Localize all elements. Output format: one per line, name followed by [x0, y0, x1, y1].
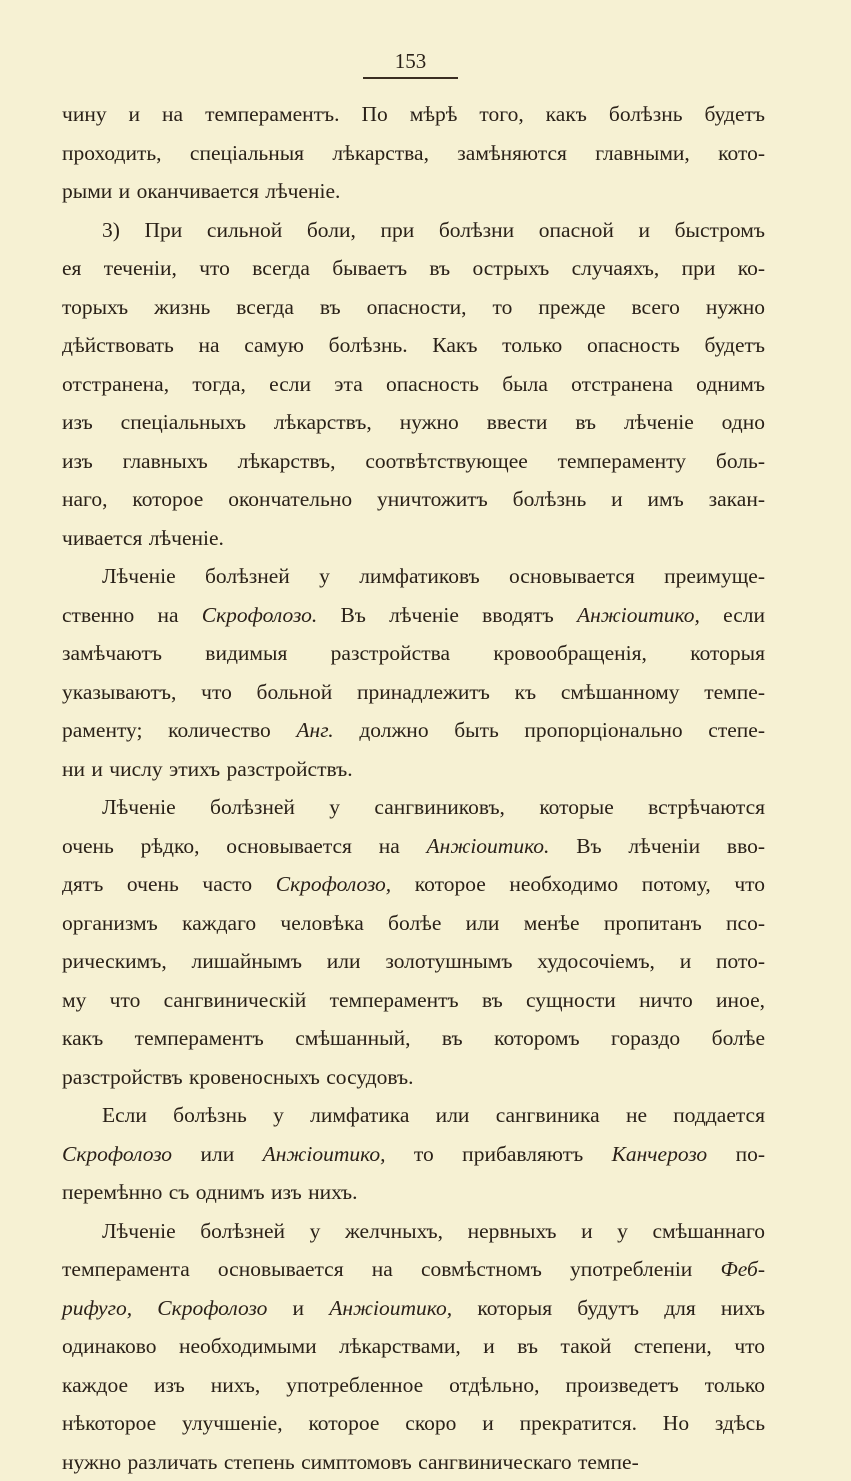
text-line: [62, 865, 765, 904]
text-run: раменту; количество: [62, 718, 296, 742]
paragraph: [62, 1212, 765, 1481]
text-run: ни и числу этихъ разстройствъ.: [62, 757, 353, 781]
text-line: [62, 1443, 765, 1481]
page-number: 153: [363, 48, 458, 74]
text-run: которое необходимо потому, что: [391, 872, 765, 896]
text-run: одинаково необходимыми лѣкарствами, и въ такой степени, что: [62, 1334, 765, 1358]
paragraph: [62, 211, 765, 558]
text-line: [62, 326, 765, 365]
text-run: проходить, спеціальныя лѣкарства, замѣняются главными, кото-: [62, 141, 765, 165]
text-run: изъ главныхъ лѣкарствъ, соотвѣтствующее темпераменту боль-: [62, 449, 765, 473]
text-run: разстройствъ кровеносныхъ сосудовъ.: [62, 1065, 414, 1089]
text-line: [62, 596, 765, 635]
text-run: очень рѣдко, основывается на: [62, 834, 427, 858]
paragraph: [62, 557, 765, 788]
text-line: [62, 519, 765, 558]
text-line: [62, 95, 765, 134]
text-run: и: [267, 1296, 329, 1320]
text-run: перемѣнно съ однимъ изъ нихъ.: [62, 1180, 358, 1204]
text-run: дѣйствовать на самую болѣзнь. Какъ только опасность будетъ: [62, 333, 765, 357]
text-run: ея теченіи, что всегда бываетъ въ острыхъ случаяхъ, при ко-: [62, 256, 765, 280]
text-run: по-: [707, 1142, 765, 1166]
text-line: [62, 1366, 765, 1405]
text-line: [62, 403, 765, 442]
text-line: [62, 442, 765, 481]
text-run: изъ спеціальныхъ лѣкарствъ, нужно ввести въ лѣченіе одно: [62, 410, 765, 434]
paragraph: [62, 1096, 765, 1212]
paragraph: [62, 788, 765, 1096]
text-run: если: [700, 603, 765, 627]
text-line: [62, 249, 765, 288]
italic-term: Скрофолозо: [62, 1142, 172, 1166]
text-line: [62, 1058, 765, 1097]
text-line: [62, 1250, 765, 1289]
text-run: организмъ каждаго человѣка болѣе или менѣе пропитанъ псо-: [62, 911, 765, 935]
text-run: дятъ очень часто: [62, 872, 276, 896]
text-line: [62, 904, 765, 943]
text-line: [62, 1173, 765, 1212]
text-line: [62, 480, 765, 519]
text-run: нѣкоторое улучшеніе, которое скоро и прекратится. Но здѣсь: [62, 1411, 765, 1435]
text-line: [62, 1212, 765, 1251]
text-run: какъ темпераментъ смѣшанный, въ которомъ гораздо болѣе: [62, 1026, 765, 1050]
text-line: [62, 172, 765, 211]
text-line: [62, 634, 765, 673]
text-run: Лѣченіе болѣзней у желчныхъ, нервныхъ и у смѣшаннаго: [102, 1219, 765, 1243]
italic-term: Канчерозо: [612, 1142, 708, 1166]
text-run: Лѣченіе болѣзней у лимфатиковъ основывается преимуще-: [102, 564, 765, 588]
text-run: чивается лѣченіе.: [62, 526, 224, 550]
italic-term: рифуго,: [62, 1296, 132, 1320]
text-run: наго, которое окончательно уничтожитъ болѣзнь и имъ закан-: [62, 487, 765, 511]
italic-term: Анжіоитико.: [427, 834, 550, 858]
text-line: [62, 1019, 765, 1058]
text-run: чину и на темпераментъ. По мѣрѣ того, какъ болѣзнь будетъ: [62, 102, 765, 126]
text-run: Лѣченіе болѣзней у сангвиниковъ, которые встрѣчаются: [102, 795, 765, 819]
text-run: указываютъ, что больной принадлежитъ къ смѣшанному темпе-: [62, 680, 765, 704]
text-run: должно быть пропорціонально степе-: [334, 718, 765, 742]
text-line: [62, 711, 765, 750]
text-run: каждое изъ нихъ, употребленное отдѣльно, произведетъ только: [62, 1373, 765, 1397]
text-line: [62, 750, 765, 789]
text-line: [62, 942, 765, 981]
text-run: нужно различать степень симптомовъ сангвиническаго темпе-: [62, 1450, 639, 1474]
text-line: [62, 1289, 765, 1328]
text-line: [62, 827, 765, 866]
text-run: которыя будутъ для нихъ: [452, 1296, 765, 1320]
italic-term: Анжіоитико,: [329, 1296, 452, 1320]
text-run: темперамента основывается на совмѣстномъ употребленіи: [62, 1257, 720, 1281]
text-line: [62, 365, 765, 404]
text-run: Если болѣзнь у лимфатика или сангвиника не поддается: [102, 1103, 765, 1127]
text-line: [62, 673, 765, 712]
text-line: [62, 288, 765, 327]
text-line: [62, 1096, 765, 1135]
italic-term: Скрофолозо.: [202, 603, 317, 627]
text-line: [62, 788, 765, 827]
text-run: отстранена, тогда, если эта опасность была отстранена однимъ: [62, 372, 765, 396]
text-run: рическимъ, лишайнымъ или золотушнымъ худосочіемъ, и пото-: [62, 949, 765, 973]
text-run: му что сангвиническій темпераментъ въ сущности ничто иное,: [62, 988, 765, 1012]
text-run: [132, 1296, 157, 1320]
text-line: [62, 134, 765, 173]
paragraph: [62, 95, 765, 211]
text-run: ственно на: [62, 603, 202, 627]
text-run: 3) При сильной боли, при болѣзни опасной и быстромъ: [102, 218, 765, 242]
text-run: рыми и оканчивается лѣченіе.: [62, 179, 340, 203]
text-line: [62, 1404, 765, 1443]
italic-term: Скрофолозо: [157, 1296, 267, 1320]
text-run: торыхъ жизнь всегда въ опасности, то прежде всего нужно: [62, 295, 765, 319]
italic-term: Анжіоитико,: [263, 1142, 386, 1166]
text-run: Въ лѣченіе вводятъ: [317, 603, 577, 627]
text-run: то прибавляютъ: [386, 1142, 612, 1166]
text-line: [62, 557, 765, 596]
text-line: [62, 211, 765, 250]
page-number-rule: [363, 77, 458, 79]
italic-term: Скрофолозо,: [276, 872, 391, 896]
italic-term: Анжіоитико,: [577, 603, 700, 627]
italic-term: Анг.: [296, 718, 333, 742]
text-line: [62, 1327, 765, 1366]
body-text: [62, 95, 765, 1481]
text-line: [62, 981, 765, 1020]
text-run: замѣчаютъ видимыя разстройства кровообращенія, которыя: [62, 641, 765, 665]
text-line: [62, 1135, 765, 1174]
italic-term: Феб-: [720, 1257, 765, 1281]
text-run: Въ лѣченіи вво-: [549, 834, 765, 858]
text-run: или: [172, 1142, 263, 1166]
